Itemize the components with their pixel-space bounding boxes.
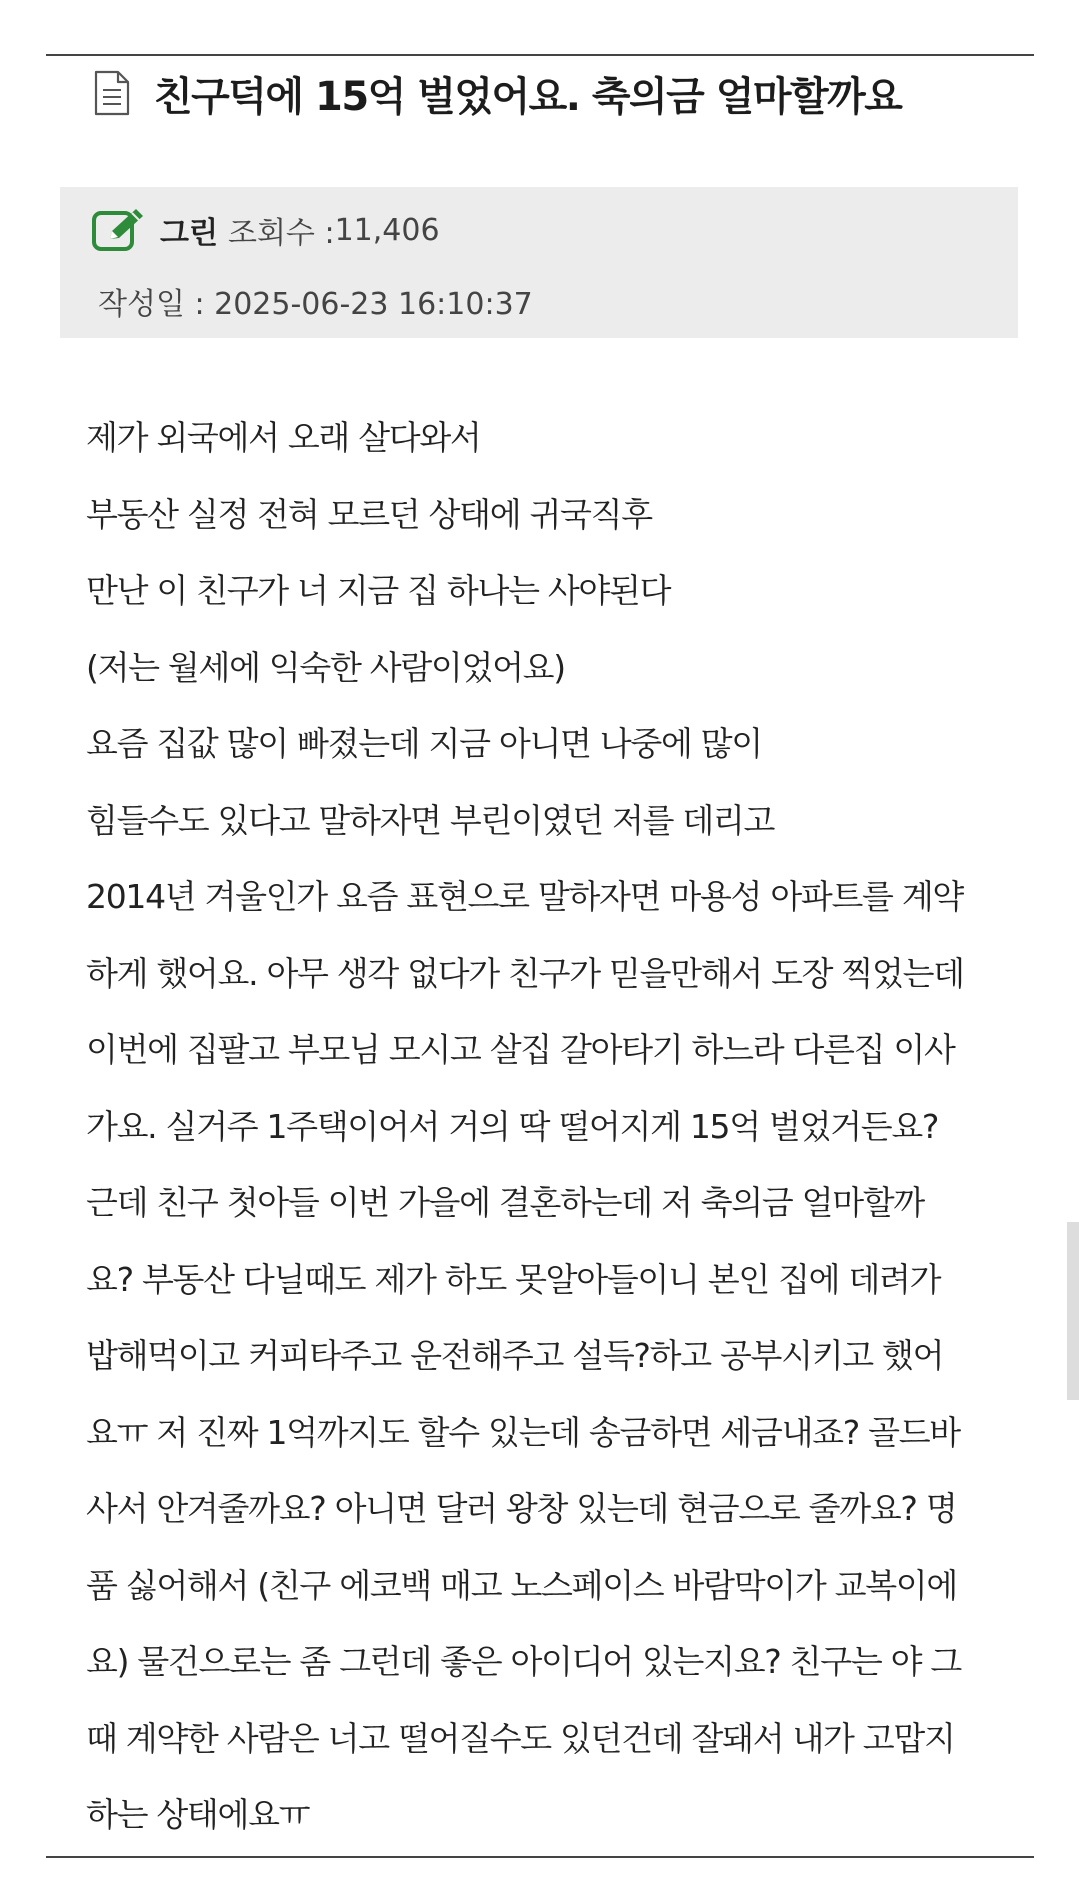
body-line: 때 계약한 사람은 너고 떨어질수도 있던건데 잘돼서 내가 고맙지 <box>86 1718 955 1758</box>
body-line: 힘들수도 있다고 말하자면 부린이였던 저를 데리고 <box>86 800 775 840</box>
meta-author-views <box>90 205 440 255</box>
post-title: 친구덕에 15억 벌었어요. 축의금 얼마할까요 <box>154 73 902 120</box>
body-line: 부동산 실정 전혀 모르던 상태에 귀국직후 <box>86 494 652 534</box>
body-line: 하게 했어요. 아무 생각 없다가 친구가 믿을만해서 도장 찍었는데 <box>86 953 964 993</box>
body-line: 만난 이 친구가 너 지금 집 하나는 사야된다 <box>86 571 671 610</box>
scrollbar-thumb[interactable] <box>1067 1222 1079 1400</box>
bottom-divider <box>46 1856 1034 1858</box>
body-line: 이번에 집팔고 부모님 모시고 살집 갈아타기 하느라 다른집 이사 <box>86 1030 955 1069</box>
body-line: 요) 물건으로는 좀 그런데 좋은 아이디어 있는지요? 친구는 야 그 <box>86 1642 961 1681</box>
body-line: (저는 월세에 익숙한 사람이었어요) <box>86 647 565 687</box>
date-value: 2025-06-23 16:10:37 <box>214 287 533 322</box>
body-line: 사서 안겨줄까요? 아니면 달러 왕창 있는데 현금으로 줄까요? 명 <box>86 1489 957 1528</box>
views-label: 조회수 : <box>227 216 335 251</box>
post-title-row <box>92 62 901 124</box>
body-line: 제가 외국에서 오래 살다와서 <box>86 418 481 457</box>
body-line: 요? 부동산 다닐때도 제가 하도 못알아들이니 본인 집에 데려가 <box>86 1259 941 1299</box>
pencil-edit-icon <box>90 205 148 255</box>
body-line: 요즘 집값 많이 빠졌는데 지금 아니면 나중에 많이 <box>86 724 762 763</box>
meta-date <box>98 279 533 323</box>
body-line: 가요. 실거주 1주택이어서 거의 딱 떨어지게 15억 벌었거든요? <box>86 1106 939 1146</box>
body-line: 요ㅠ 저 진짜 1억까지도 할수 있는데 송금하면 세금내죠? 골드바 <box>86 1412 960 1452</box>
body-line: 2014년 겨울인가 요즘 표현으로 말하자면 마용성 아파트를 계약 <box>86 877 963 916</box>
views-count: 11,406 <box>334 212 440 248</box>
body-line: 품 싫어해서 (친구 에코백 매고 노스페이스 바람막이가 교복이에 <box>86 1565 957 1605</box>
document-icon <box>92 69 132 117</box>
body-line: 근데 친구 첫아들 이번 가을에 결혼하는데 저 축의금 얼마할까 <box>86 1183 924 1222</box>
body-line: 밥해먹이고 커피타주고 운전해주고 설득?하고 공부시키고 했어 <box>86 1336 944 1375</box>
post-meta-box <box>60 187 1018 338</box>
top-divider <box>46 54 1034 56</box>
author-name[interactable]: 그린 <box>160 216 218 251</box>
post-body <box>86 400 1026 1854</box>
date-label: 작성일 : <box>98 287 215 322</box>
body-line: 하는 상태에요ㅠ <box>86 1795 310 1834</box>
